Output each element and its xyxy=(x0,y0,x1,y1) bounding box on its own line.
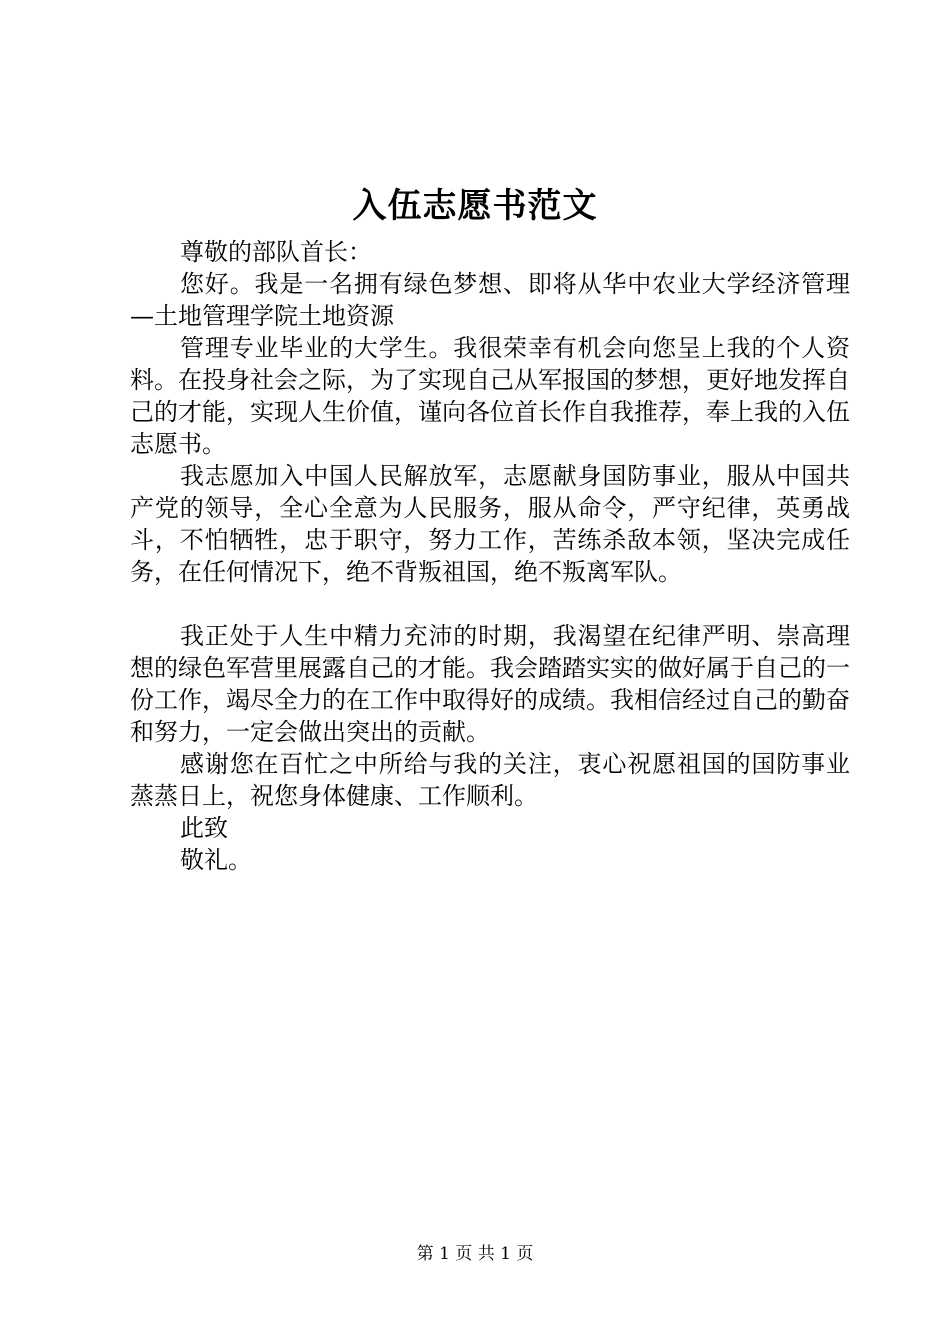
paragraph-2: 管理专业毕业的大学生。我很荣幸有机会向您呈上我的个人资料。在投身社会之际，为了实现自己从军报国的梦想，更好地发挥自己的才能，实现人生价值，谨向各位首长作自我推荐，奉上我的入伍志愿书。 xyxy=(130,334,850,458)
paragraph-5: 感谢您在百忙之中所给与我的关注，衷心祝愿祖国的国防事业蒸蒸日上，祝您身体健康、工作顺利。 xyxy=(130,750,850,810)
paragraph-1: 您好。我是一名拥有绿色梦想、即将从华中农业大学经济管理—土地管理学院土地资源 xyxy=(130,270,850,330)
document-title: 入伍志愿书范文 xyxy=(352,186,598,226)
paragraph-spacer xyxy=(130,588,850,620)
paragraph-4: 我正处于人生中精力充沛的时期，我渴望在纪律严明、崇高理想的绿色军营里展露自己的才能。我会踏踏实实的做好属于自己的一份工作，竭尽全力的在工作中取得好的成绩。我相信经过自己的勤奋和努力，一定会做出突出的贡献。 xyxy=(130,622,850,746)
closing-line-2: 敬礼。 xyxy=(180,846,252,874)
page-number-footer: 第 1 页 共 1 页 xyxy=(416,1244,534,1264)
salutation: 尊敬的部队首长： xyxy=(180,238,372,266)
closing-line-1: 此致 xyxy=(180,814,228,842)
letter-body xyxy=(130,236,850,876)
paragraph-3: 我志愿加入中国人民解放军，志愿献身国防事业，服从中国共产党的领导，全心全意为人民服务，服从命令，严守纪律，英勇战斗，不怕牺牲，忠于职守，努力工作，苦练杀敌本领，坚决完成任务，在任何情况下，绝不背叛祖国，绝不叛离军队。 xyxy=(130,462,850,586)
